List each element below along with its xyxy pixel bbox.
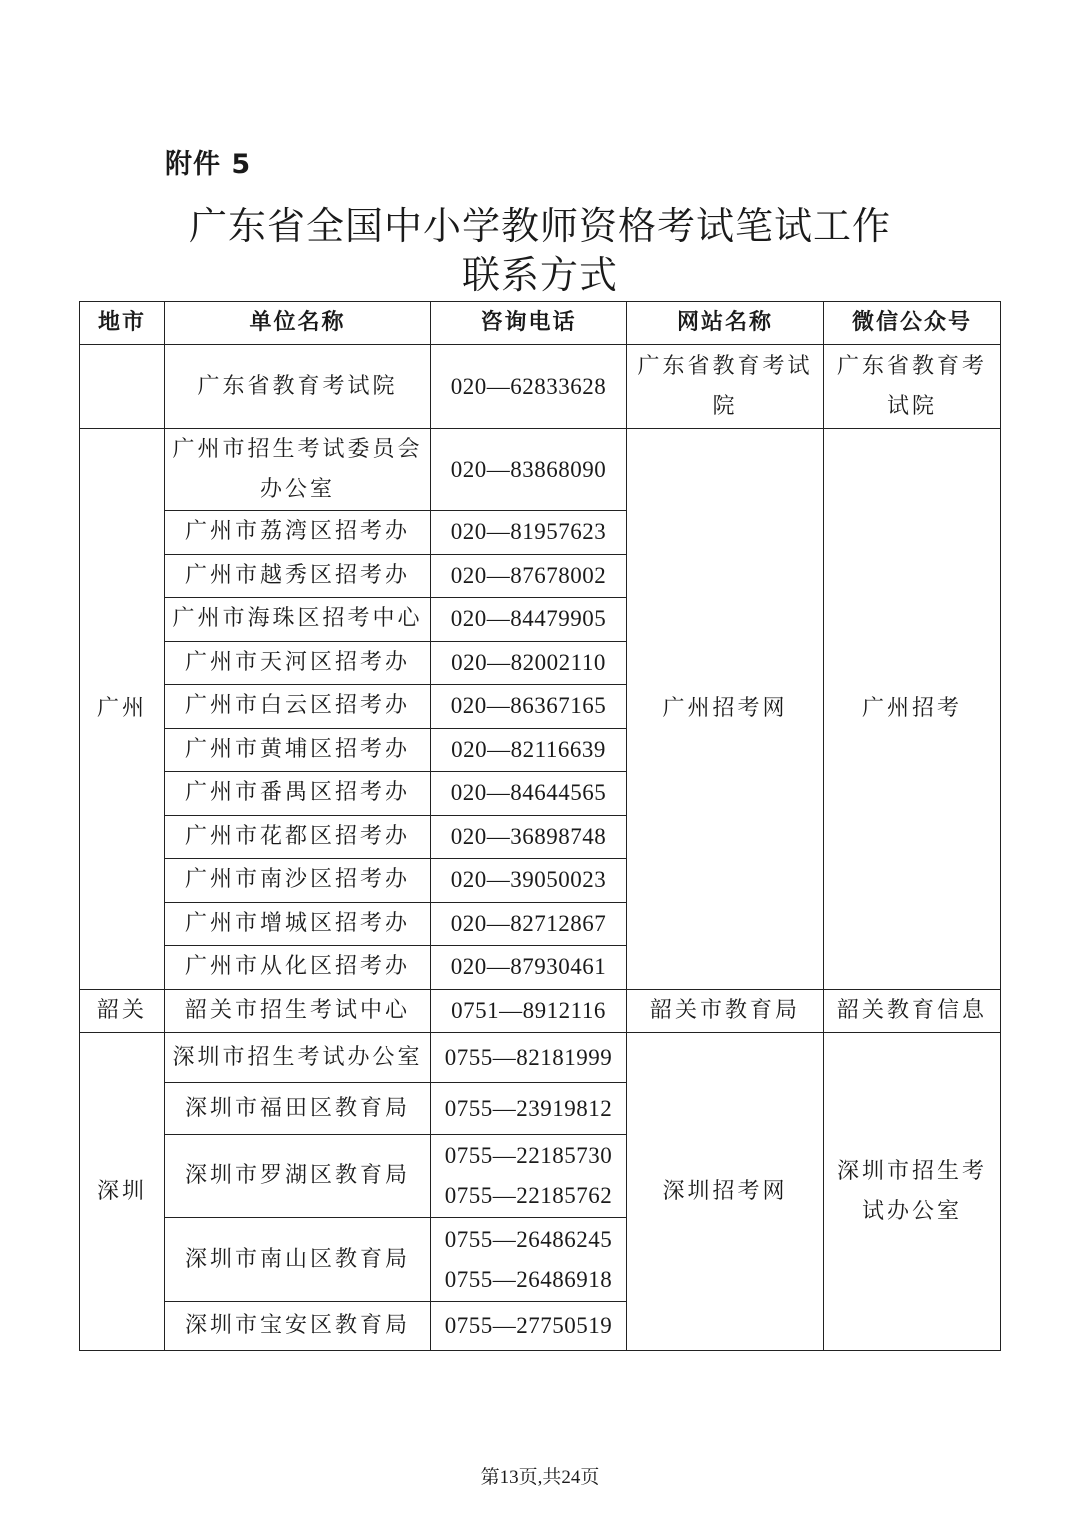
table-row xyxy=(80,345,1001,429)
contact-table xyxy=(79,301,1001,1351)
unit-cell: 广州市番禺区招考办 xyxy=(165,772,431,816)
phone-number: 0755—82181999 xyxy=(444,1044,613,1070)
table-row xyxy=(80,1033,1001,1083)
unit-cell: 广州市花都区招考办 xyxy=(165,815,431,859)
unit-cell: 深圳市罗湖区教育局 xyxy=(165,1135,431,1218)
document-title-line1: 广东省全国中小学教师资格考试笔试工作 xyxy=(188,204,891,248)
phone-cell xyxy=(431,1083,627,1135)
city-cell xyxy=(80,345,165,429)
wechat-cell: 韶关教育信息 xyxy=(824,989,1001,1033)
column-header-website: 网站名称 xyxy=(627,302,824,345)
phone-cell: 020—62833628 xyxy=(431,345,627,429)
phone-number: 0755—27750519 xyxy=(444,1313,613,1338)
city-cell-shaoguan: 韶关 xyxy=(80,989,165,1033)
city-cell-shenzhen: 深圳 xyxy=(80,1033,165,1351)
phone-cell: 020—82116639 xyxy=(431,728,627,772)
website-cell: 广东省教育考试院 xyxy=(627,345,824,429)
phone-number: 0755—22185730 xyxy=(444,1143,613,1168)
unit-cell: 韶关市招生考试中心 xyxy=(165,989,431,1033)
wechat-cell-guangzhou: 广州招考 xyxy=(824,429,1001,990)
unit-cell: 深圳市宝安区教育局 xyxy=(165,1302,431,1351)
website-cell-shenzhen: 深圳招考网 xyxy=(627,1033,824,1351)
phone-cell: 020—84644565 xyxy=(431,772,627,816)
unit-cell: 广州市招生考试委员会办公室 xyxy=(165,429,431,511)
table-header-row xyxy=(80,302,1001,345)
phone-cell: 0751—8912116 xyxy=(431,989,627,1033)
phone-number: 0755—22185762 xyxy=(444,1183,613,1208)
document-title-line2: 联系方式 xyxy=(461,253,618,297)
unit-cell: 深圳市福田区教育局 xyxy=(165,1083,431,1135)
phone-cell: 020—39050023 xyxy=(431,859,627,903)
phone-cell xyxy=(431,1033,627,1083)
unit-cell: 广州市增城区招考办 xyxy=(165,902,431,946)
unit-cell: 广州市南沙区招考办 xyxy=(165,859,431,903)
phone-cell: 020—84479905 xyxy=(431,598,627,642)
column-header-wechat: 微信公众号 xyxy=(824,302,1001,345)
phone-cell xyxy=(431,1135,627,1218)
column-header-unit: 单位名称 xyxy=(165,302,431,345)
phone-cell: 020—83868090 xyxy=(431,429,627,511)
unit-cell: 广州市荔湾区招考办 xyxy=(165,511,431,555)
phone-cell: 020—86367165 xyxy=(431,685,627,729)
wechat-cell-shenzhen: 深圳市招生考试办公室 xyxy=(824,1033,1001,1351)
phone-number: 0755—26486918 xyxy=(444,1266,613,1292)
phone-cell xyxy=(431,1218,627,1302)
unit-cell: 广州市黄埔区招考办 xyxy=(165,728,431,772)
phone-number: 0755—26486245 xyxy=(444,1226,613,1252)
phone-cell xyxy=(431,1302,627,1351)
city-cell-guangzhou: 广州 xyxy=(80,429,165,990)
phone-number: 0755—23919812 xyxy=(444,1095,613,1121)
website-cell: 韶关市教育局 xyxy=(627,989,824,1033)
phone-cell: 020—87678002 xyxy=(431,554,627,598)
website-cell-guangzhou: 广州招考网 xyxy=(627,429,824,990)
unit-cell: 广东省教育考试院 xyxy=(165,345,431,429)
column-header-phone: 咨询电话 xyxy=(431,302,627,345)
unit-cell: 深圳市招生考试办公室 xyxy=(165,1033,431,1083)
unit-cell: 广州市从化区招考办 xyxy=(165,946,431,990)
phone-cell: 020—87930461 xyxy=(431,946,627,990)
unit-cell: 广州市海珠区招考中心 xyxy=(165,598,431,642)
column-header-city: 地市 xyxy=(80,302,165,345)
phone-cell: 020—81957623 xyxy=(431,511,627,555)
unit-cell: 广州市越秀区招考办 xyxy=(165,554,431,598)
unit-cell: 深圳市南山区教育局 xyxy=(165,1218,431,1302)
phone-cell: 020—82002110 xyxy=(431,641,627,685)
wechat-cell: 广东省教育考试院 xyxy=(824,345,1001,429)
page-number: 第13页,共24页 xyxy=(480,1467,600,1488)
table-row xyxy=(80,429,1001,511)
unit-cell: 广州市天河区招考办 xyxy=(165,641,431,685)
phone-cell: 020—36898748 xyxy=(431,815,627,859)
phone-cell: 020—82712867 xyxy=(431,902,627,946)
unit-cell: 广州市白云区招考办 xyxy=(165,685,431,729)
attachment-label: 附件 5 xyxy=(165,149,252,180)
table-row xyxy=(80,989,1001,1033)
